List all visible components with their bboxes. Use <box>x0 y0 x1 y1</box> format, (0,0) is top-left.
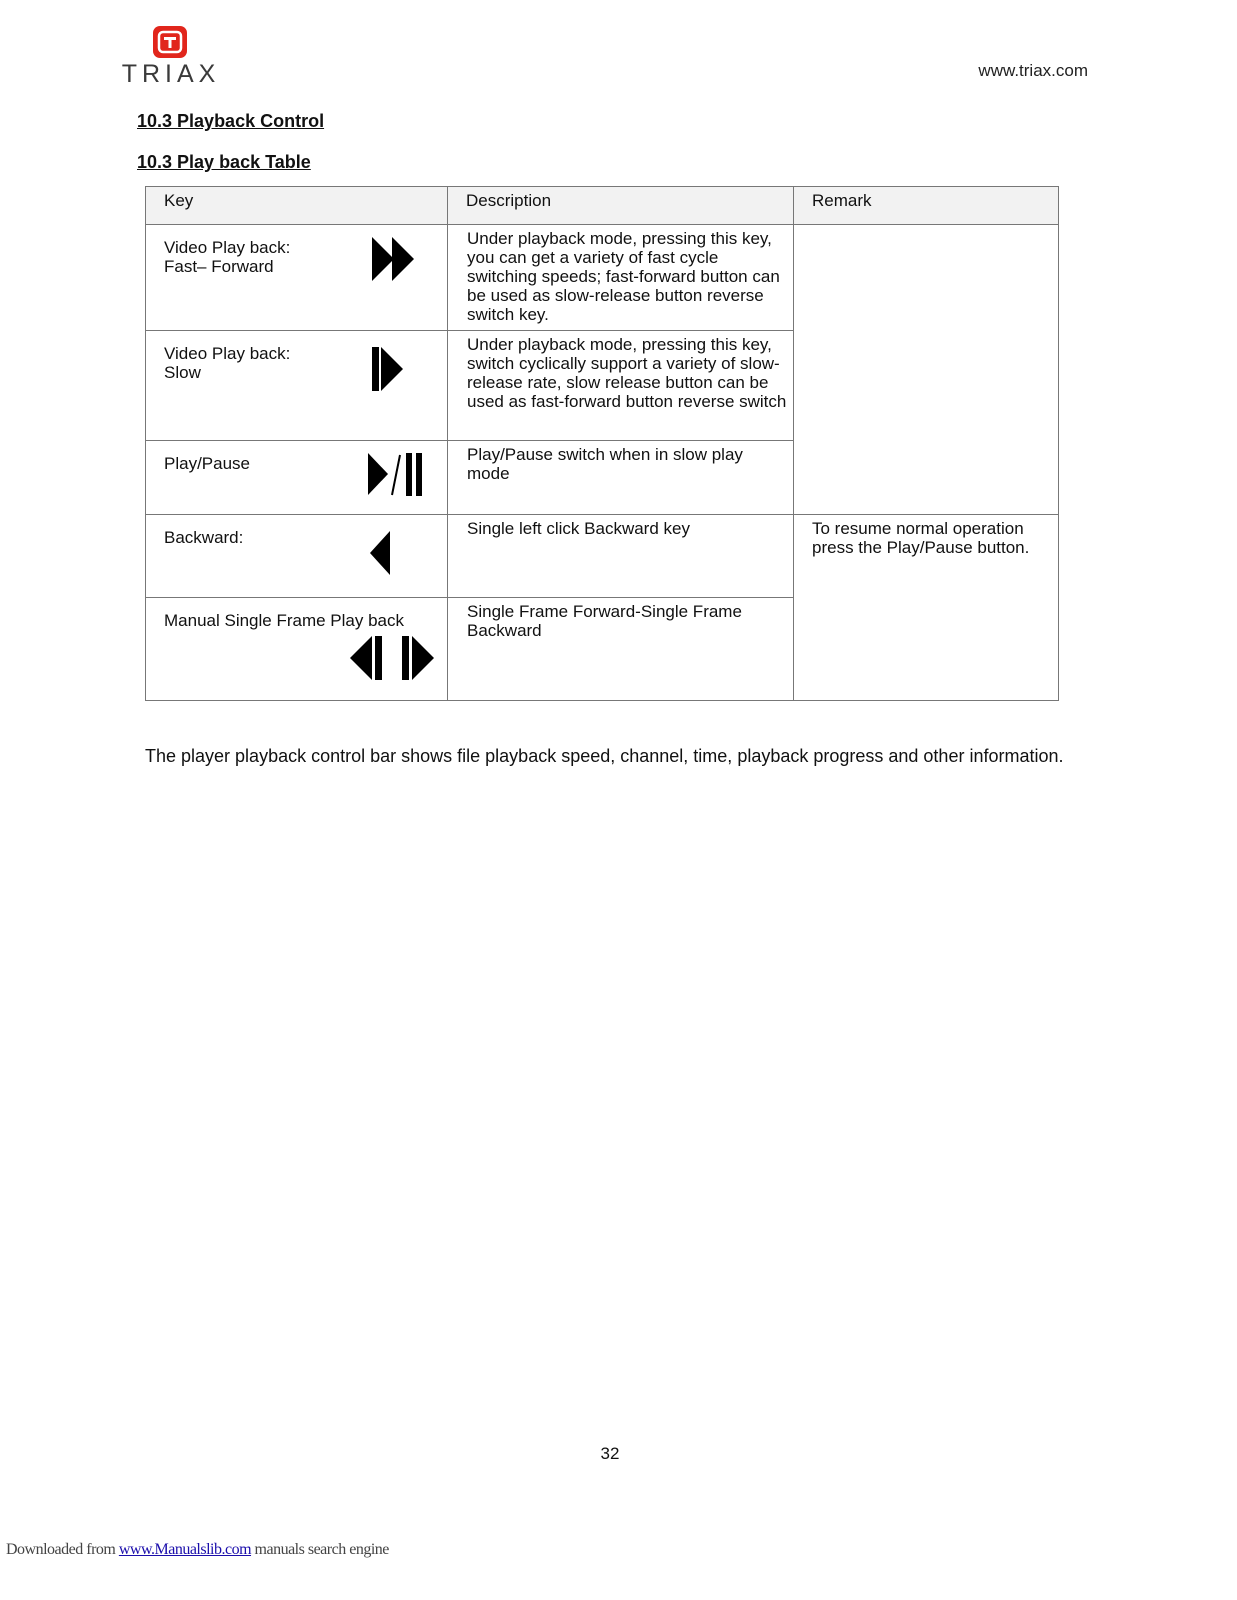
key-cell <box>146 225 448 331</box>
key-label: Play/Pause <box>164 454 250 473</box>
footer-prefix: Downloaded from <box>6 1541 119 1558</box>
remark-cell-empty <box>794 225 1059 515</box>
column-header-description: Description <box>448 187 794 225</box>
column-header-key: Key <box>146 187 448 225</box>
table-title: 10.3 Play back Table <box>137 152 311 172</box>
footer-suffix: manuals search engine <box>251 1541 389 1558</box>
key-cell <box>146 515 448 598</box>
key-label: Manual Single Frame Play back <box>164 611 405 630</box>
description-cell: Under playback mode, pressing this key, you can get a variety of fast cycle switching speeds; fast-forward button can be used as slow-release button reverse switch key. <box>448 225 794 331</box>
triax-logo-mark <box>153 26 187 58</box>
description-cell: Play/Pause switch when in slow play mode <box>448 441 794 515</box>
table-row <box>146 225 1059 331</box>
play-pause-icon <box>366 453 426 497</box>
slow-play-icon <box>370 347 404 391</box>
key-label: Video Play back: Slow <box>164 344 291 382</box>
table-row <box>146 515 1059 598</box>
key-cell <box>146 441 448 515</box>
column-header-remark: Remark <box>794 187 1059 225</box>
backward-icon <box>370 531 392 577</box>
table-header-row <box>146 187 1059 225</box>
section-title: 10.3 Playback Control <box>137 111 325 131</box>
fast-forward-icon <box>370 237 416 281</box>
triax-logo-wordmark: TRIAX <box>121 60 221 88</box>
body-paragraph: The player playback control bar shows file playback speed, channel, time, playback progress and other information. <box>145 746 1064 766</box>
description-cell: Under playback mode, pressing this key, switch cyclically support a variety of slow-release rate, slow release button can be used as fast-forward button reverse switch <box>448 331 794 441</box>
key-cell <box>146 331 448 441</box>
playback-table <box>145 186 1059 701</box>
website-url: www.triax.com <box>978 61 1088 80</box>
key-label: Video Play back: Fast– Forward <box>164 238 291 276</box>
remark-cell: To resume normal operation press the Play/Pause button. <box>794 515 1059 701</box>
key-label: Backward: <box>164 528 244 547</box>
page-number: 32 <box>600 1444 620 1463</box>
description-cell: Single left click Backward key <box>448 515 794 598</box>
manualslib-link[interactable]: www.Manualslib.com <box>118 1541 252 1558</box>
footer-attribution <box>6 1541 389 1559</box>
triax-logo <box>118 26 224 86</box>
key-cell <box>146 598 448 701</box>
frame-step-icon <box>350 636 436 680</box>
description-cell: Single Frame Forward-Single Frame Backward <box>448 598 794 701</box>
